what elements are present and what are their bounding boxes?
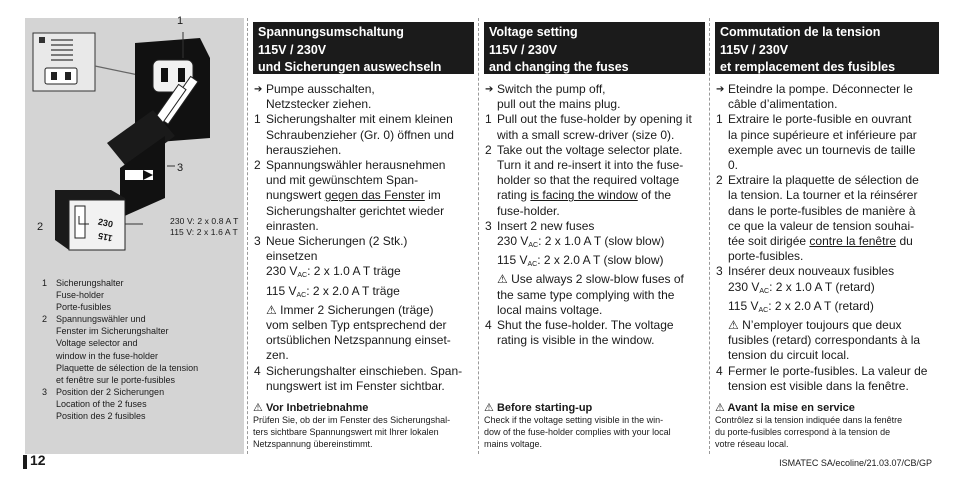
callout-2: 2 [37,221,44,233]
column-divider [247,18,248,454]
column-divider [709,18,710,454]
footer-reference: ISMATEC SA/ecoline/21.03.07/CB/GP [779,458,932,468]
instructions: ➔ Pumpe ausschalten, Netzstecker ziehen. 1 Sicherungshalter mit einem kleinen Schraubenzieher (Gr. 0) öffnen und herausziehen. 2 Spannungswähler herausnehmen und mit gewünschtem Span- nungswert gegen das Fenster im Sicherungshalter gerichtet wieder einrasten. 3 Neue Sicherungen (2 Stk.) einsetzen 230 $V_{AC}$: 2 x 1.0 A T träge 115 $V_{AC}$: 2 x 2.0 A T träge ⚠ Immer 2 Sicherungen (träge) vom selben Typ entsprechend der ortsüblichen Netzspannung einset- zen. 4 Sicherungshalter einschieben. Span- nungswert ist im Fenster sichtbar. [254,82,463,393]
warning-icon: ⚠ [266,302,277,317]
figure-legend [42,277,198,422]
page-marker [23,455,27,469]
warning-icon: ⚠ [484,402,494,414]
section-header: Voltage setting 115V / 230V and changing the fuses [484,22,705,74]
arrow-icon: ➔ [716,84,725,95]
german-column [253,22,474,394]
english-column [484,22,705,348]
warning-icon: ⚠ [728,318,739,333]
warning-icon: ⚠ [497,272,508,287]
arrow-icon: ➔ [254,84,263,95]
plate-label-230: 230 [97,216,114,230]
legend-item: 2 Spannungswähler und Fenster im Sicherungshalter Voltage selector and window in the fuse-holder Plaquette de sélection de la tension et fenêtre sur le porte-fusibles [42,314,199,385]
legend-item: 1 Sicherungshalter Fuse-holder Porte-fusibles [42,278,124,313]
spec-115: 115 V: 2 x 1.6 A T [170,227,238,237]
note: ⚠ Before starting-up Check if the voltage setting visible in the win- dow of the fuse-holder complies with your local mains voltage. [484,402,671,449]
spec-230: 230 V: 2 x 0.8 A T [170,216,239,226]
section-header: Commutation de la tension 115V / 230V et remplacement des fusibles [715,22,939,74]
column-divider [478,18,479,454]
note: ⚠ Avant la mise en service Contrôlez si la tension indiquée dans la fenêtre du porte-fusibles correspond à la tension de votre réseau local. [715,402,903,449]
warning-icon: ⚠ [715,402,725,414]
section-header: Spannungsumschaltung 115V / 230V und Sicherungen auswechseln [253,22,474,74]
note: ⚠ Vor Inbetriebnahme Prüfen Sie, ob der im Fenster des Sicherungshal- ters sichtbare Spannungswert mit Ihrer lokalen Netzspannung übereinstimmt. [253,402,451,449]
legend-item: 3 Position der 2 Sicherungen Location of the 2 fuses Position des 2 fusibles [42,386,165,422]
arrow-icon: ➔ [485,84,494,95]
callout-1: 1 [177,15,184,27]
plate-label-115: 115 [97,230,114,244]
instructions: ➔ Eteindre la pompe. Déconnecter le câble d’alimentation. 1 Extraire le porte-fusible en ouvrant la pince supérieure et inférieure par exemple avec un tournevis de taille 0. 2 Extraire la plaquette de sélection de la tension. La tourner et la réinsérer dans le porte-fusibles de manière à ce que la valeur de tension souhai- tée soit dirigée contre la fenêtre du porte-fusibles. 3 Insérer deux nouveaux fusibles 230 $V_{AC}$: 2 x 1.0 A T (retard) 115 $V_{AC}$: 2 x 2.0 A T (retard) ⚠ N’employer toujours que deux fusibles (retard) correspondants à la tension du circuit local. 4 Fermer le porte-fusibles. La valeur de tension est visible dans la fenêtre. [716,82,928,393]
page-number: 12 [30,452,46,468]
instructions: ➔ Switch the pump off, pull out the mains plug. 1 Pull out the fuse-holder by opening it with a small screw-driver (size 0). 2 Take out the voltage selector plate. Turn it and re-insert it into the fuse- holder so that the required voltage rating is facing the window of the fuse-holder. 3 Insert 2 new fuses 230 $V_{AC}$: 2 x 1.0 A T (slow blow) 115 $V_{AC}$: 2 x 2.0 A T (slow blow) ⚠ Use always 2 slow-blow fuses of the same type complying with the local mains voltage. 4 Shut the fuse-holder. The voltage rating is visible in the window. [485,82,692,348]
callout-3: 3 [177,162,184,174]
warning-icon: ⚠ [253,402,263,414]
french-column [715,22,939,394]
